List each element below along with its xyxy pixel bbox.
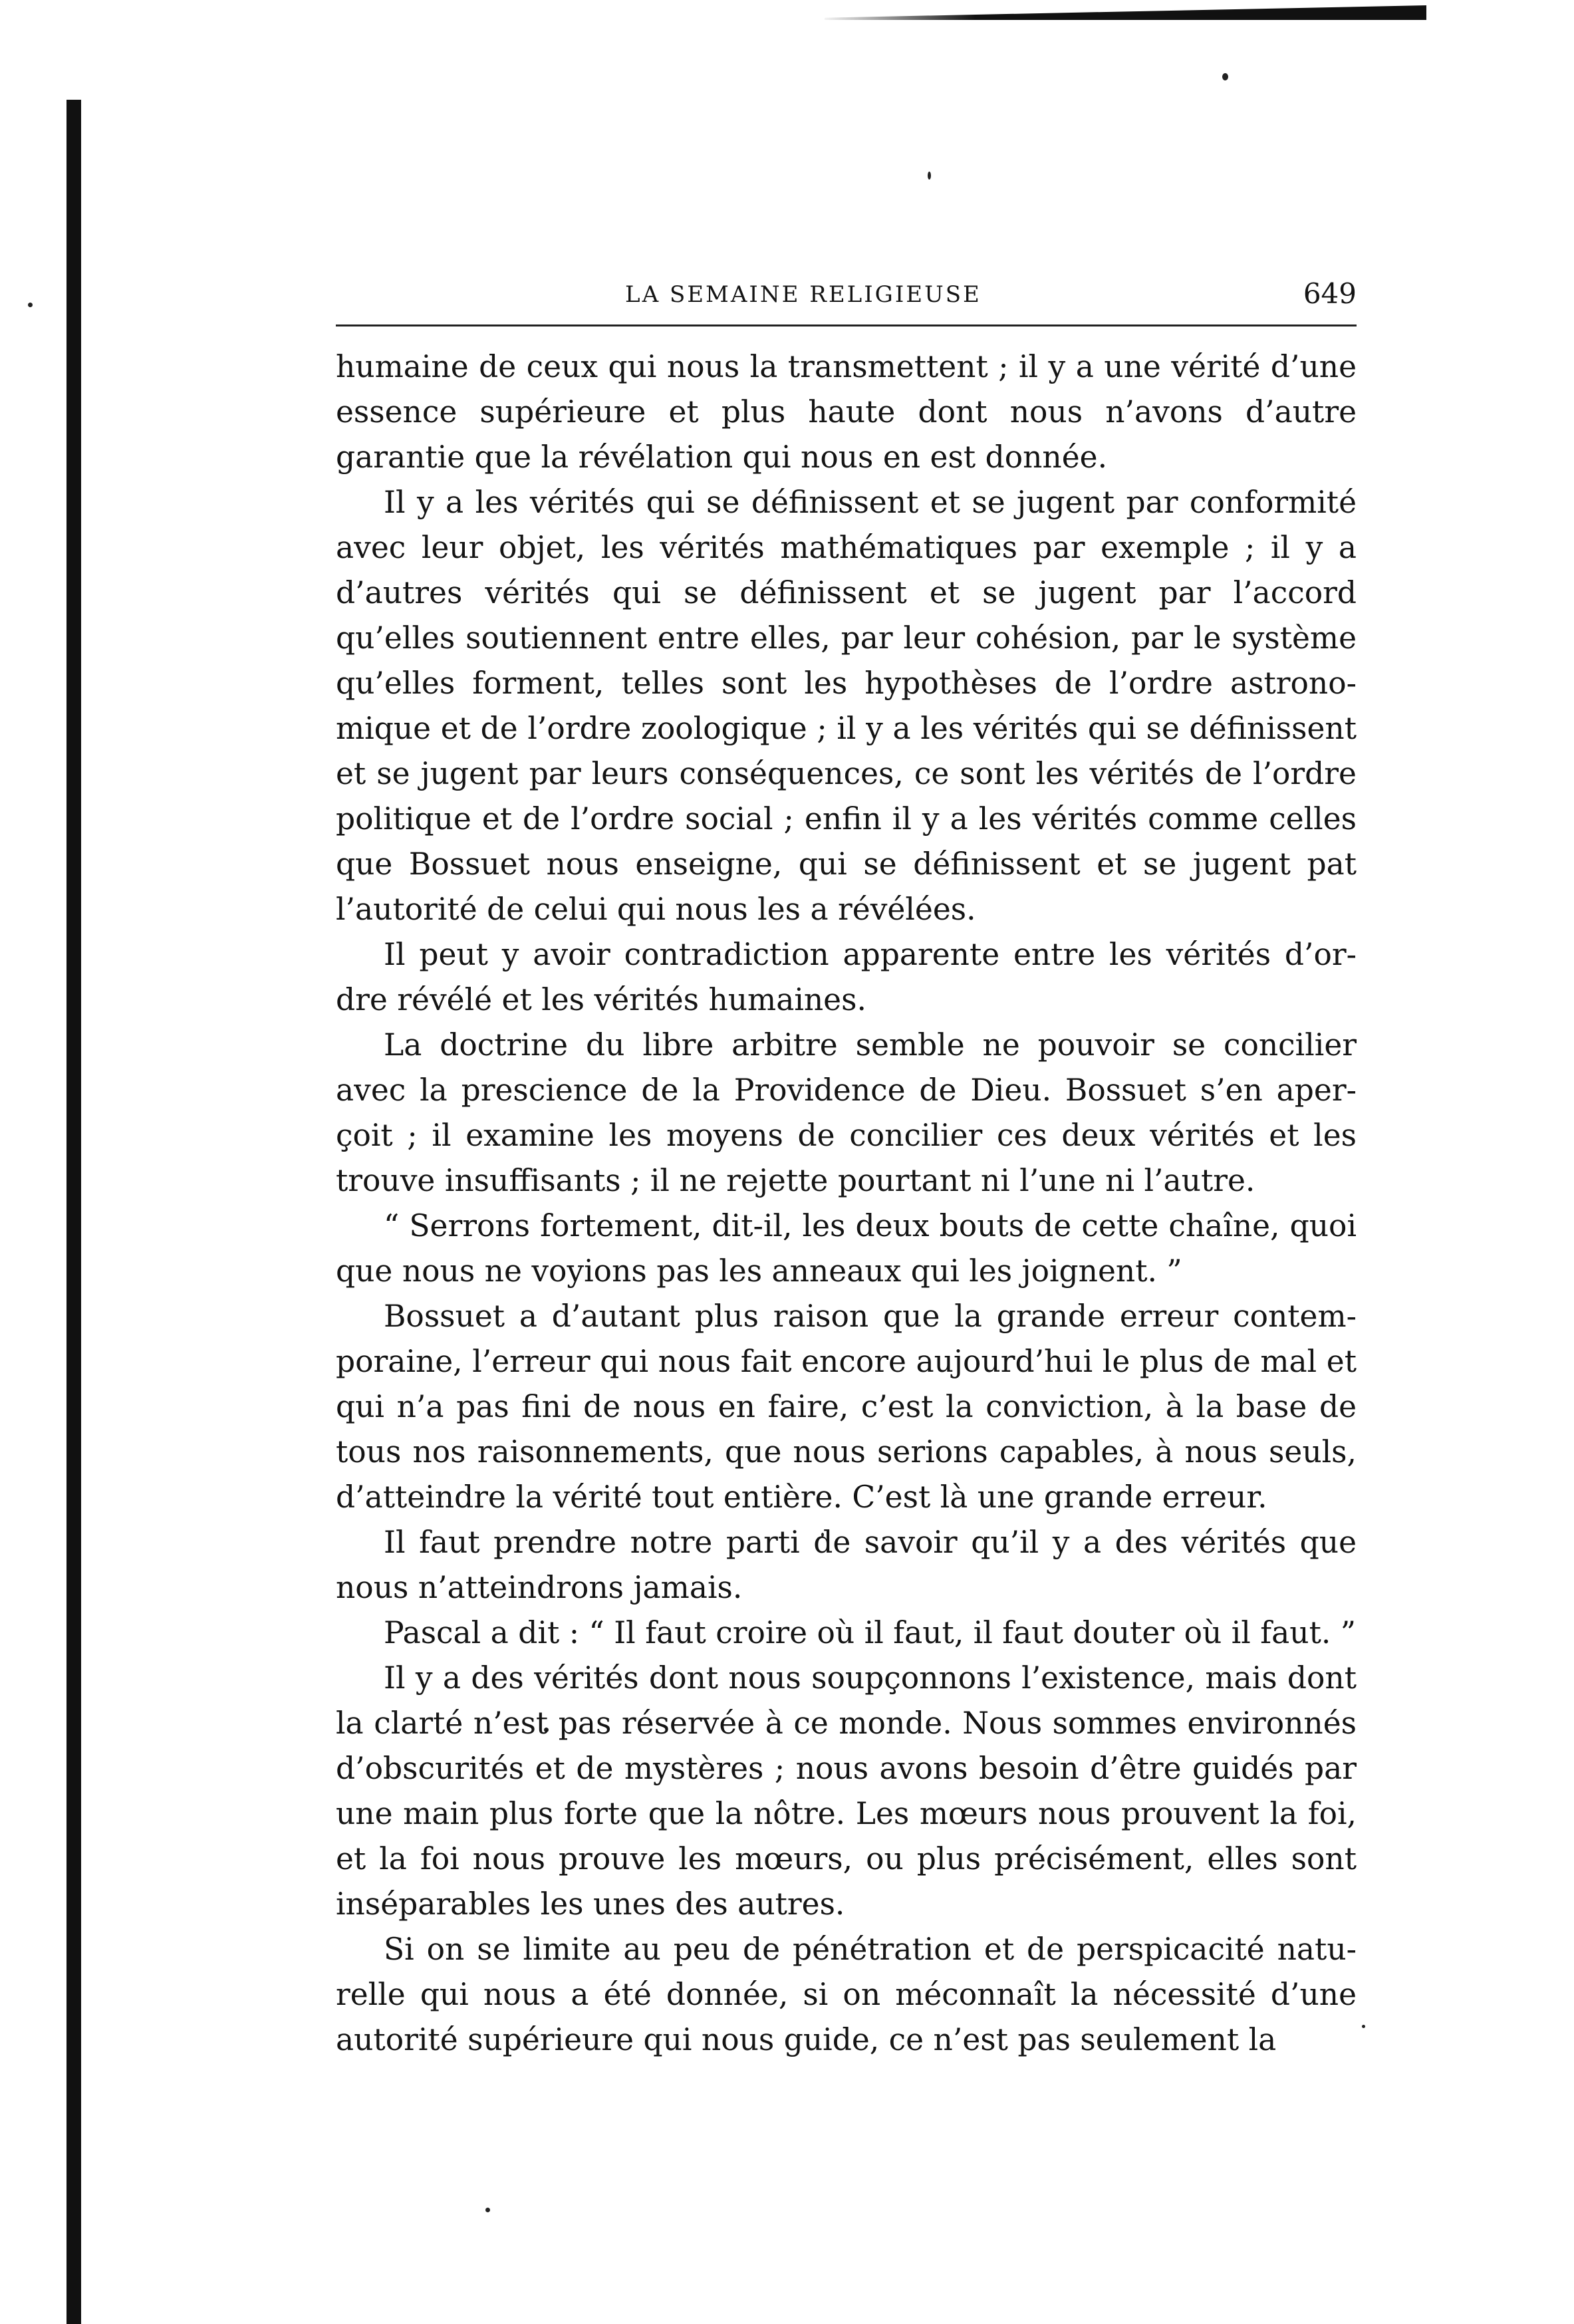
scan-binding-edge <box>66 100 81 2324</box>
page-number: 649 <box>1303 277 1357 310</box>
paragraph: Il y a les vérités qui se définissent et se jugent par conformité avec leur objet, les vérités mathématiques par exemple ; il y a d’autres vérités qui se définissent et se jugent par l’accord qu’elles soutiennent entre elles, par leur cohésion, par le système qu’elles forment, telles sont les hypothèses de l’ordre astronomique et de l’ordre zoologique ; il y a les vérités qui se définissent et se jugent par leurs conséquences, ce sont les vérités de l’ordre politique et de l’ordre social ; enfin il y a les vérités comme celles que Bossuet nous enseigne, qui se définissent et se jugent pat l’autorité de celui qui nous les a révélées. <box>336 485 1357 927</box>
paragraph: Il peut y avoir contradiction apparente entre les vérités d’ordre révélé et les vérités humaines. <box>336 937 1357 1017</box>
scan-speck <box>1222 73 1228 80</box>
paragraph: Il faut prendre notre parti de savoir qu’il y a des vérités que nous n’atteindrons jamais. <box>336 1525 1357 1605</box>
body-text <box>336 344 1357 2063</box>
scan-speck <box>928 172 931 180</box>
scan-top-edge <box>825 5 1426 20</box>
paragraph: Il y a des vérités dont nous soupçonnons l’existence, mais dont la clarté n’est pas réservée à ce monde. Nous sommes environnés d’obscurités et de mystères ; nous avons besoin d’être guidés par une main plus forte que la nôtre. Les mœurs nous prouvent la foi, et la foi nous prouve les mœurs, ou plus précisément, elles sont inséparables les unes des autres. <box>336 1660 1357 1922</box>
page-header <box>336 276 1357 323</box>
scan-speck <box>485 2208 490 2212</box>
paragraph: “ Serrons fortement, dit-il, les deux bouts de cette chaîne, quoi que nous ne voyions pas les anneaux qui les joignent. ” <box>336 1208 1357 1289</box>
paragraph: La doctrine du libre arbitre semble ne pouvoir se concilier avec la prescience de la Providence de Dieu. Bossuet s’en aperçoit ; il examine les moyens de concilier ces deux vérités et les trouve insuffisants ; il ne rejette pourtant ni l’une ni l’autre. <box>336 1027 1357 1198</box>
paragraph: humaine de ceux qui nous la transmettent ; il y a une vérité d’une essence supérieure et plus haute dont nous n’avons d’autre garantie que la révélation qui nous en est donnée. <box>336 349 1357 475</box>
paragraph: Si on se limite au peu de pénétration et de perspicacité naturelle qui nous a été donnée, si on méconnaît la nécessité d’une autorité supérieure qui nous guide, ce n’est pas seulement la <box>336 1932 1357 2057</box>
paragraph: Bossuet a d’autant plus raison que la grande erreur contemporaine, l’erreur qui nous fait encore aujourd’hui le plus de mal et qui n’a pas fini de nous en faire, c’est la conviction, à la base de tous nos raisonnements, que nous serions capables, à nous seuls, d’atteindre la vérité tout entière. C’est là une grande erreur. <box>336 1299 1357 1515</box>
scan-speck <box>28 303 33 307</box>
header-rule <box>336 324 1357 326</box>
running-title: LA SEMAINE RELIGIEUSE <box>625 281 982 308</box>
scan-speck <box>1362 2025 1365 2028</box>
paragraph: Pascal a dit : “ Il faut croire où il faut, il faut douter où il faut. ” <box>384 1615 1357 1650</box>
